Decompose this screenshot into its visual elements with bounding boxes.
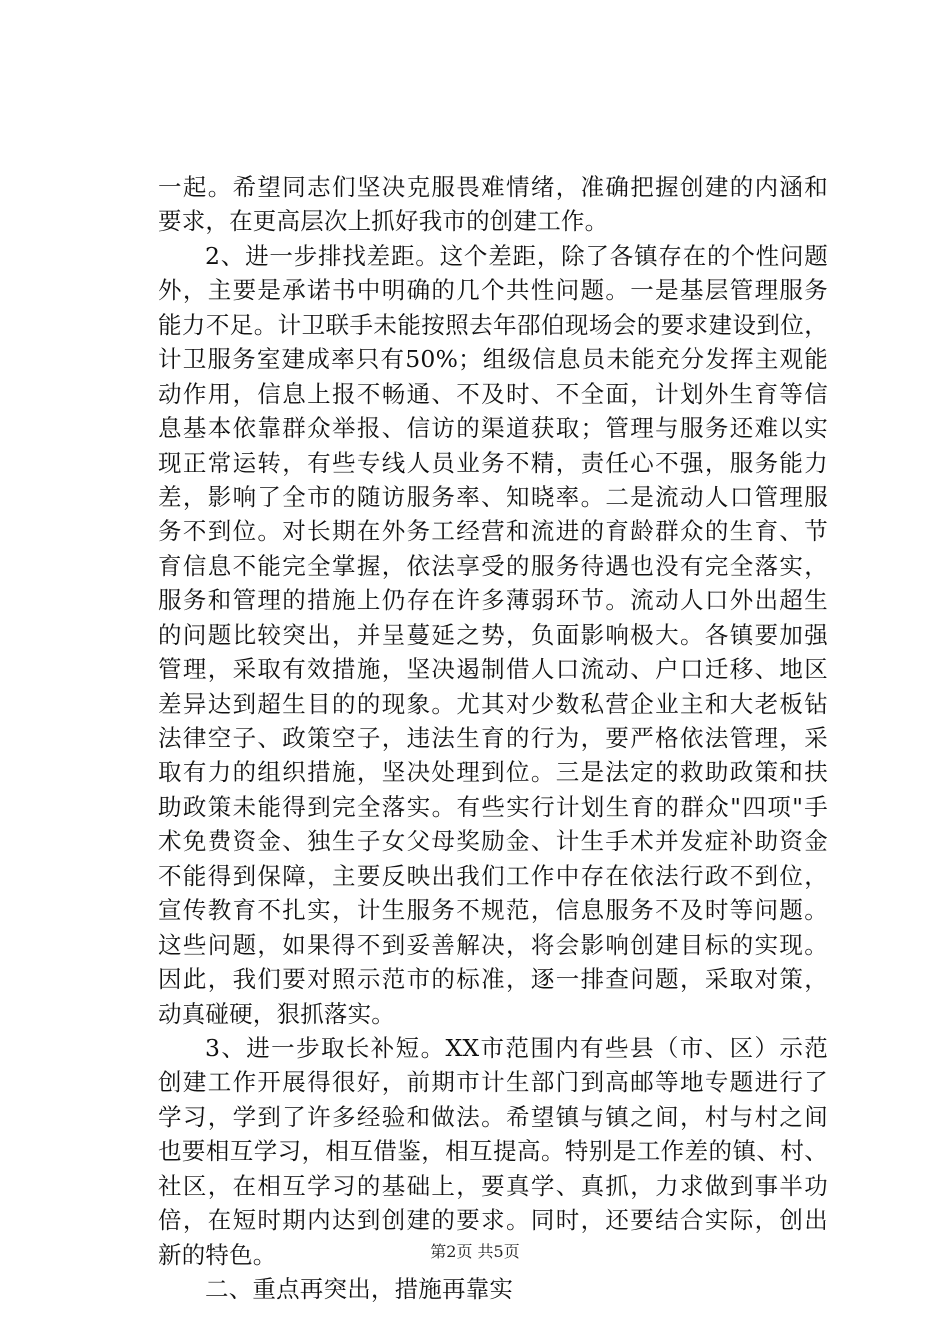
text-line: 差异达到超生目的的现象。尤其对少数私营企业主和大老板钻 <box>158 689 828 718</box>
text-line: 不能得到保障，主要反映出我们工作中存在依法行政不到位， <box>158 861 828 890</box>
text-line: 术免费资金、独生子女父母奖励金、计生手术并发症补助资金 <box>158 827 828 856</box>
text-line: 服务和管理的措施上仍存在许多薄弱环节。流动人口外出超生 <box>158 586 828 615</box>
text-line: 学习，学到了许多经验和做法。希望镇与镇之间，村与村之间 <box>158 1102 828 1131</box>
text-line: 的问题比较突出，并呈蔓延之势，负面影响极大。各镇要加强 <box>158 620 828 649</box>
document-body <box>158 170 828 1306</box>
text-line: 二、重点再突出，措施再靠实 <box>205 1275 514 1303</box>
text-line: 差，影响了全市的随访服务率、知晓率。二是流动人口管理服 <box>158 482 828 511</box>
text-line: 2、进一步排找差距。这个差距，除了各镇存在的个性问题 <box>205 241 828 270</box>
text-line: 新的特色。 <box>158 1240 277 1269</box>
text-line: 务不到位。对长期在外务工经营和流进的育龄群众的生育、节 <box>158 517 828 546</box>
text-line: 3、进一步取长补短。XX市范围内有些县（市、区）示范 <box>205 1033 828 1062</box>
text-line: 计卫服务室建成率只有50%；组级信息员未能充分发挥主观能 <box>158 345 828 374</box>
text-line: 宣传教育不扎实，计生服务不规范，信息服务不及时等问题。 <box>158 896 828 925</box>
text-line: 创建工作开展得很好，前期市计生部门到高邮等地专题进行了 <box>158 1068 828 1097</box>
text-line: 社区，在相互学习的基础上，要真学、真抓，力求做到事半功 <box>158 1171 828 1200</box>
text-line: 这些问题，如果得不到妥善解决，将会影响创建目标的实现。 <box>158 930 828 959</box>
text-line: 因此，我们要对照示范市的标准，逐一排查问题，采取对策， <box>158 965 828 994</box>
text-line: 法律空子、政策空子，违法生育的行为，要严格依法管理，采 <box>158 724 828 752</box>
text-line: 能力不足。计卫联手未能按照去年邵伯现场会的要求建设到位， <box>158 310 828 339</box>
text-line: 倍，在短时期内达到创建的要求。同时，还要结合实际，创出 <box>158 1206 828 1235</box>
text-line: 现正常运转，有些专线人员业务不精，责任心不强，服务能力 <box>158 448 828 477</box>
text-line: 也要相互学习，相互借鉴，相互提高。特别是工作差的镇、村、 <box>158 1137 828 1166</box>
text-line: 管理，采取有效措施，坚决遏制借人口流动、户口迁移、地区 <box>158 655 828 684</box>
text-line: 外，主要是承诺书中明确的几个共性问题。一是基层管理服务 <box>158 276 828 305</box>
text-line: 助政策未能得到完全落实。有些实行计划生育的群众"四项"手 <box>158 792 828 821</box>
text-line: 育信息不能完全掌握，依法享受的服务待遇也没有完全落实， <box>158 551 828 580</box>
text-line: 一起。希望同志们坚决克服畏难情绪，准确把握创建的内涵和 <box>158 173 828 201</box>
text-line: 要求，在更高层次上抓好我市的创建工作。 <box>158 207 609 236</box>
text-line: 动作用，信息上报不畅通、不及时、不全面，计划外生育等信 <box>158 379 828 408</box>
text-line: 取有力的组织措施，坚决处理到位。三是法定的救助政策和扶 <box>158 758 828 787</box>
text-line: 动真碰硬，狠抓落实。 <box>158 999 395 1028</box>
page-footer: 第2页 共5页 <box>430 1242 520 1261</box>
text-line: 息基本依靠群众举报、信访的渠道获取；管理与服务还难以实 <box>158 414 828 443</box>
